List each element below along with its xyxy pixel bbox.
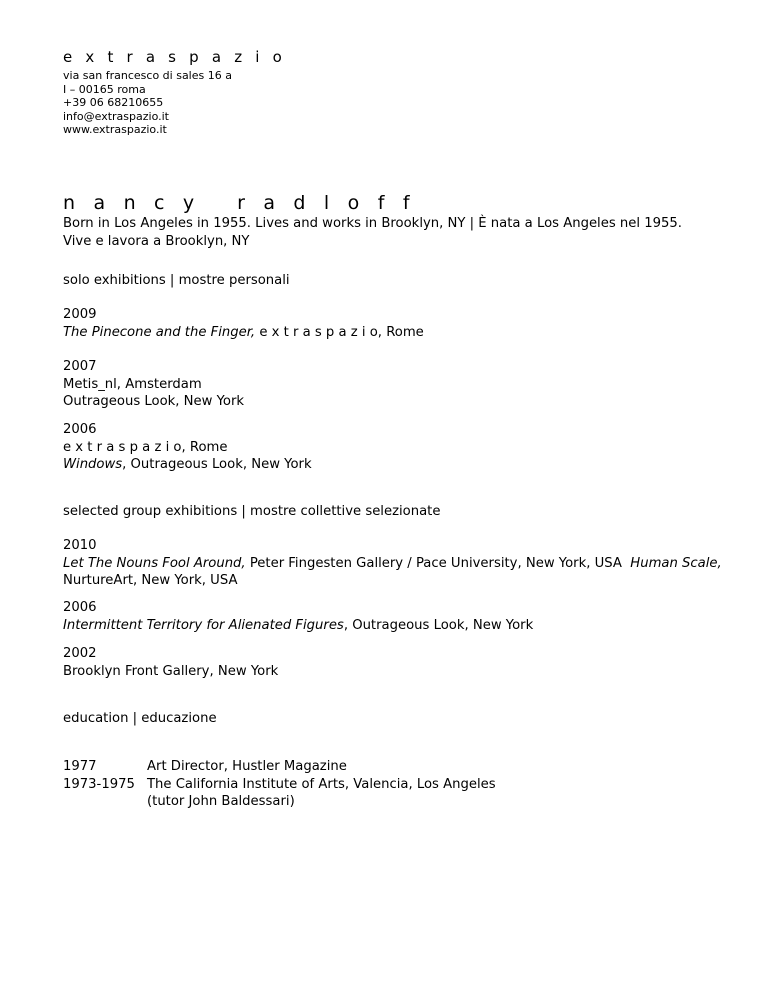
education-items [147, 758, 496, 811]
education-years [63, 758, 147, 811]
group-2002 [63, 645, 723, 680]
solo-2007 [63, 358, 723, 411]
solo-2009 [63, 306, 723, 341]
group-2010-venue2: NurtureArt, New York, USA [63, 573, 238, 588]
solo-heading [63, 272, 723, 290]
gallery-phone: +39 06 68210655 [63, 96, 164, 110]
group-2010-title2: Human Scale, [630, 555, 722, 571]
solo-2009-year: 2009 [63, 307, 97, 322]
solo-2007-line1: Metis_nl, Amsterdam [63, 376, 202, 392]
group-2006-title: Intermittent Territory for Alienated Figures [63, 617, 344, 633]
education-year: 1977 [63, 759, 97, 774]
solo-2009-title: The Pinecone and the Finger, [63, 324, 256, 340]
gallery-website[interactable]: www.extraspazio.it [63, 123, 167, 137]
group-2006-entry [63, 617, 723, 635]
artist-name: n a n c y r a d l o f f [63, 192, 416, 214]
education-item: Art Director, Hustler Magazine [147, 759, 347, 774]
group-2006-year: 2006 [63, 600, 97, 615]
group-2010-venue1: Peter Fingesten Gallery / Pace University, New York, USA [245, 555, 631, 571]
group-2006-venue: , Outrageous Look, New York [343, 617, 534, 633]
gallery-address-street: via san francesco di sales 16 a [63, 69, 232, 82]
cv-page [63, 48, 723, 809]
solo-2006-venue: , Outrageous Look, New York [122, 457, 312, 472]
solo-heading-text: solo exhibitions | mostre personali [63, 273, 290, 288]
education-year: 1973-1975 [63, 776, 135, 792]
solo-2006-line1: e x t r a s p a z i o, Rome [63, 439, 228, 455]
group-heading-text: selected group exhibitions | mostre collettive selezionate [63, 504, 441, 519]
education-item: The California Institute of Arts, Valencia, Los Angeles [147, 776, 496, 792]
education-year [63, 793, 147, 811]
gallery-contact [63, 69, 723, 137]
gallery-name: e x t r a s p a z i o [63, 48, 286, 66]
group-2006 [63, 599, 723, 634]
group-2010 [63, 537, 723, 590]
artist-bio: Born in Los Angeles in 1955. Lives and works in Brooklyn, NY | È nata a Los Angeles nel 1955. Vive e lavora a Brooklyn, NY [63, 216, 682, 249]
group-2010-entry [63, 555, 723, 590]
education-item: (tutor John Baldessari) [147, 794, 295, 809]
education-heading [63, 710, 723, 728]
education-table [63, 758, 723, 811]
solo-2009-venue: e x t r a s p a z i o, Rome [255, 324, 424, 340]
group-2010-year: 2010 [63, 538, 97, 553]
solo-2007-year: 2007 [63, 359, 97, 374]
group-2010-title1: Let The Nouns Fool Around, [63, 555, 246, 571]
group-2002-year: 2002 [63, 646, 97, 661]
solo-2006-title: Windows [63, 457, 123, 472]
group-heading [63, 503, 723, 521]
gallery-email[interactable]: info@extraspazio.it [63, 109, 169, 123]
solo-2006-entry [63, 456, 723, 474]
gallery-header [63, 48, 723, 137]
solo-2006 [63, 421, 723, 474]
group-2002-line1: Brooklyn Front Gallery, New York [63, 663, 279, 679]
solo-2009-entry [63, 324, 723, 342]
solo-2007-line2: Outrageous Look, New York [63, 394, 245, 409]
education-heading-text: education | educazione [63, 711, 217, 726]
solo-2006-year: 2006 [63, 422, 97, 437]
gallery-address-city: I – 00165 roma [63, 82, 146, 96]
